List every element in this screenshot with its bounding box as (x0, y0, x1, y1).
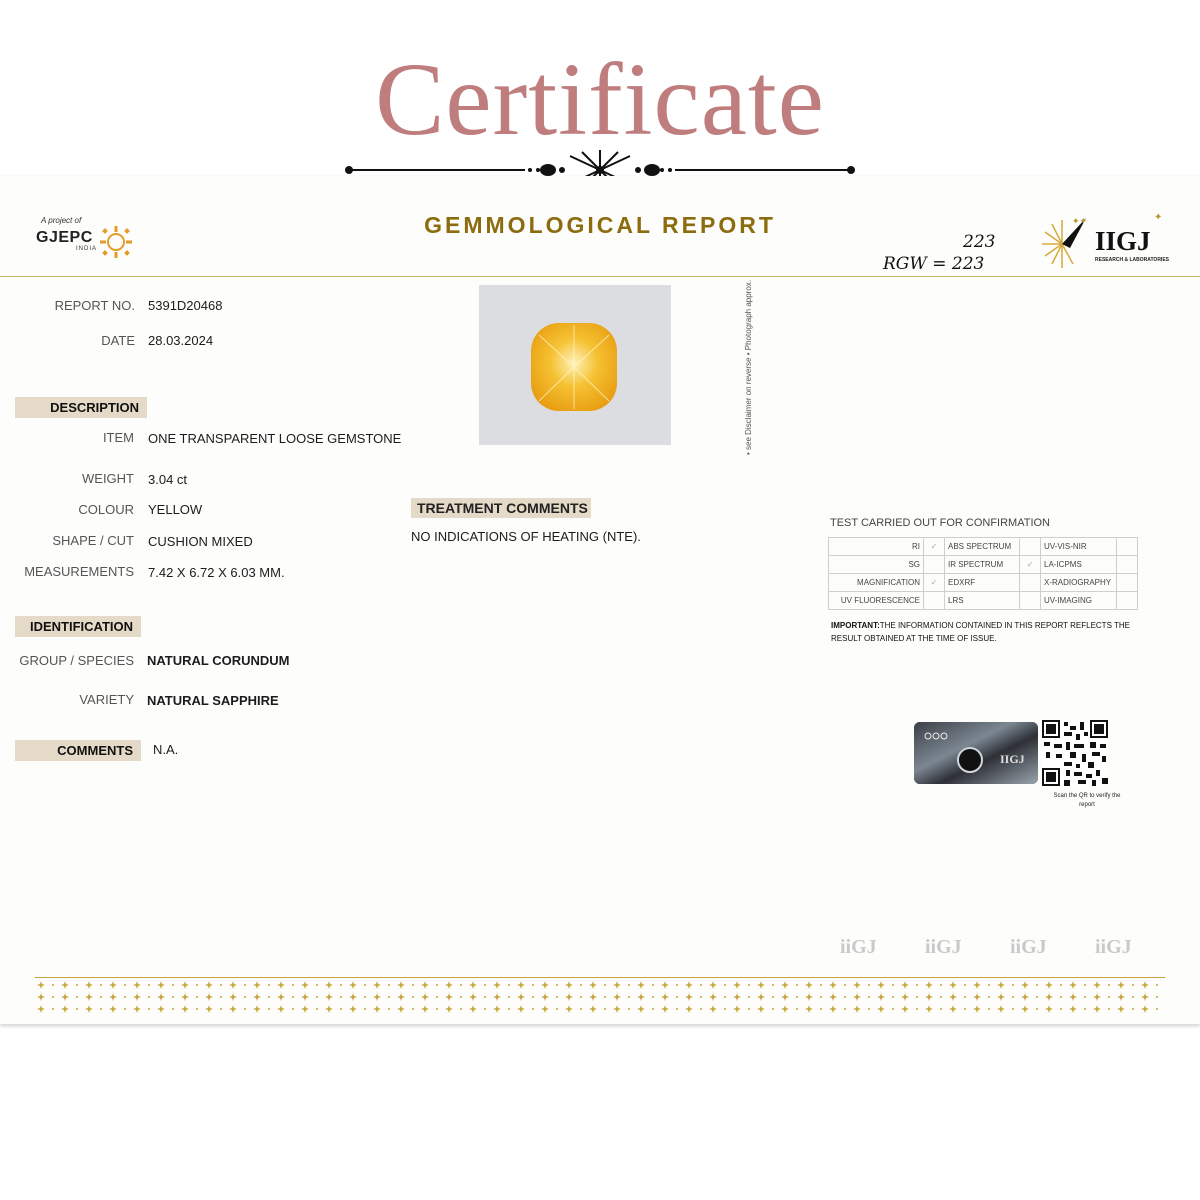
variety-label: VARIETY (79, 692, 134, 707)
table-row (829, 538, 1138, 556)
seal-iigj-text: IIGJ (1000, 752, 1025, 766)
tests-title: TEST CARRIED OUT FOR CONFIRMATION (830, 517, 1051, 529)
footer-rule (35, 977, 1165, 978)
check-cell (1117, 574, 1138, 592)
comments-value: N.A. (153, 742, 179, 757)
table-row (829, 592, 1138, 610)
shape-cut-label: SHAPE / CUT (52, 533, 134, 548)
iigj-subtitle: RESEARCH & LABORATORIES (1095, 257, 1169, 263)
weight-label: WEIGHT (82, 471, 134, 486)
treatment-comments-value: NO INDICATIONS OF HEATING (NTE). (411, 529, 641, 544)
iigj-logo-text: IIGJ (1095, 226, 1151, 256)
header-divider (0, 276, 1200, 277)
variety-value: NATURAL SAPPHIRE (147, 693, 279, 708)
check-cell (1020, 538, 1041, 556)
gjepc-project-label: A project of (41, 216, 82, 225)
check-icon: ✓ (924, 574, 945, 592)
gjepc-country: INDIA (76, 246, 98, 252)
date-value: 28.03.2024 (148, 333, 214, 348)
colour-value: YELLOW (148, 502, 203, 517)
qr-caption: Scan the QR to verify the report (1053, 793, 1121, 808)
weight-value: 3.04 ct (148, 472, 188, 487)
check-cell (1117, 592, 1138, 610)
check-icon: ✓ (924, 538, 945, 556)
check-cell (924, 556, 945, 574)
iigj-watermark: iiGJ (1010, 936, 1047, 958)
star-border-decoration (35, 979, 1165, 1015)
test-label: RI (829, 538, 924, 556)
check-cell (1117, 556, 1138, 574)
test-item: LA-ICPMS (1041, 556, 1117, 574)
measurements-label: MEASUREMENTS (24, 564, 134, 579)
gemstone-photo (479, 285, 671, 445)
test-label: MAGNIFICATION (829, 574, 924, 592)
group-species-label: GROUP / SPECIES (19, 653, 134, 668)
handwritten-rgw-note: RGW = 223 (883, 254, 985, 274)
treatment-comments-heading: TREATMENT COMMENTS (411, 498, 591, 518)
report-no-label: REPORT NO. (54, 298, 135, 313)
test-item: IR SPECTRUM (945, 556, 1020, 574)
check-icon: ✓ (1020, 556, 1041, 574)
group-species-value: NATURAL CORUNDUM (147, 653, 290, 668)
important-note (831, 619, 1131, 645)
shape-cut-value: CUSHION MIXED (148, 534, 253, 549)
test-item: UV-VIS-NIR (1041, 538, 1117, 556)
date-label: DATE (101, 333, 135, 348)
tests-table (828, 537, 1138, 610)
qr-code-icon[interactable] (1042, 720, 1108, 786)
important-label: IMPORTANT: (831, 621, 880, 630)
important-text: THE INFORMATION CONTAINED IN THIS REPORT REFLECTS THE RESULT OBTAINED AT THE TIME OF ISSUE. (831, 621, 1130, 643)
identification-heading: IDENTIFICATION (15, 616, 141, 637)
check-cell (1117, 538, 1138, 556)
iigj-star-icon: ✦ (1154, 212, 1163, 223)
measurements-value: 7.42 X 6.72 X 6.03 MM. (148, 565, 285, 580)
item-label: ITEM (102, 430, 134, 445)
table-row (829, 556, 1138, 574)
check-cell (924, 592, 945, 610)
iigj-watermark: iiGJ (925, 936, 962, 958)
table-row (829, 574, 1138, 592)
gjepc-logo-text: GJEPC (36, 229, 93, 246)
test-item: EDXRF (945, 574, 1020, 592)
report-no-value: 5391D20468 (148, 298, 223, 313)
description-heading: DESCRIPTION (15, 397, 147, 418)
iigj-logo-icon (1040, 214, 1090, 274)
test-label: UV FLUORESCENCE (829, 592, 924, 610)
item-value: ONE TRANSPARENT LOOSE GEMSTONE (148, 431, 402, 446)
photo-disclaimer: • see Disclaimer on reverse • Photograph approx. (744, 279, 753, 455)
iigj-watermark: iiGJ (1095, 936, 1132, 958)
test-label: SG (829, 556, 924, 574)
check-cell (1020, 592, 1041, 610)
colour-label: COLOUR (78, 502, 134, 517)
check-cell (1020, 574, 1041, 592)
test-item: LRS (945, 592, 1020, 610)
test-item: ABS SPECTRUM (945, 538, 1020, 556)
report-title: GEMMOLOGICAL REPORT (424, 212, 776, 238)
handwritten-number: 223 (963, 232, 996, 252)
comments-heading: COMMENTS (15, 740, 141, 761)
iigj-watermark: iiGJ (840, 936, 877, 958)
test-item: X-RADIOGRAPHY (1041, 574, 1117, 592)
certificate-title: Certificate (375, 42, 825, 157)
svg-text:✦✦: ✦✦ (1072, 216, 1088, 226)
test-item: UV-IMAGING (1041, 592, 1117, 610)
